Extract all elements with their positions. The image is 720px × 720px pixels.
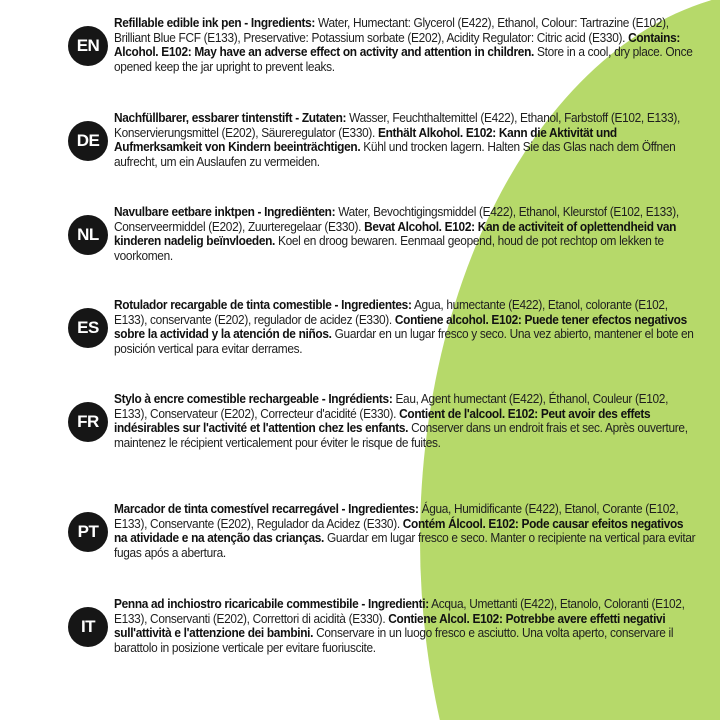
storage-es: Guardar en un lugar fresco y seco. Una vez abierto, mantener el bote en posición vertical para evitar derrames. <box>114 326 694 356</box>
storage-fr: Conserver dans un endroit frais et sec. Après ouverture, maintenez le récipient verticalement pour éviter le risque de fuites. <box>114 420 688 450</box>
language-badge-nl: NL <box>68 215 108 255</box>
ingredients-fr: Eau, Agent humectant (E422), Éthanol, Couleur (E102, E133), Conservateur (E202), Correcteur d'acidité (E330). <box>114 391 669 421</box>
product-title-nl: Navulbare eetbare inktpen - Ingrediënten: <box>114 204 336 219</box>
ingredients-pt: Água, Humidificante (E422), Etanol, Corante (E102, E133), Conservante (E202), Regulador da Acidez (E330). <box>114 501 679 531</box>
ingredients-es: Agua, humectante (E422), Etanol, colorante (E102, E133), conservante (E202), regulador de acidez (E330). <box>114 297 668 327</box>
product-title-it: Penna ad inchiostro ricaricabile commestibile - Ingredienti: <box>114 596 429 611</box>
section-pt <box>77 501 714 560</box>
ingredients-it: Acqua, Umettanti (E422), Etanolo, Coloranti (E102, E133), Conservanti (E202), Correttori di acidità (E330). <box>114 596 685 626</box>
ingredients-en: Water, Humectant: Glycerol (E422), Ethanol, Colour: Tartrazine (E102), Brilliant Blue FCF (E133), Preservative: Potassium sorbate (E202), Acidity Regulator: Citric acid (E330). <box>114 15 669 45</box>
warning-nl: Bevat Alcohol. E102: Kan de activiteit of oplettendheid van kinderen nadelig beïnvloeden. <box>114 218 677 249</box>
language-badge-pt: PT <box>68 512 108 552</box>
section-fr <box>77 391 714 450</box>
section-text-pt <box>114 502 699 560</box>
product-title-es: Rotulador recargable de tinta comestible - Ingredientes: <box>114 297 412 312</box>
section-text-nl <box>114 205 699 263</box>
language-badge-fr: FR <box>68 402 108 442</box>
section-text-it <box>114 597 699 655</box>
storage-it: Conservare in un luogo fresco e asciutto. Una volta aperto, conservare il barattolo in posizione verticale per evitare fuoriuscite. <box>114 625 674 655</box>
warning-es: Contiene alcohol. E102: Puede tener efectos negativos sobre la actividad y la atención de niños. <box>114 311 687 342</box>
section-en <box>76 15 714 74</box>
section-text-en <box>114 16 699 74</box>
warning-en: Contains: Alcohol. E102: May have an adverse effect on activity and attention in children. <box>114 29 681 60</box>
product-title-fr: Stylo à encre comestible rechargeable - Ingrédients: <box>114 391 393 406</box>
storage-nl: Koel en droog bewaren. Eenmaal geopend, houd de pot rechtop om lekken te voorkomen. <box>114 233 664 263</box>
product-title-en: Refillable edible ink pen - Ingredients: <box>114 15 316 30</box>
warning-de: Enthält Alkohol. E102: Kann die Aktivität und Aufmerksamkeit von Kindern beeinträchtigen. <box>114 124 617 155</box>
language-badge-es: ES <box>68 308 108 348</box>
storage-de: Kühl und trocken lagern. Halten Sie das Glas nach dem Öffnen aufrecht, um ein Auslaufen zu vermeiden. <box>114 139 676 169</box>
section-de <box>76 110 714 169</box>
product-title-de: Nachfüllbarer, essbarer tintenstift - Zutaten: <box>114 110 347 125</box>
warning-fr: Contient de l'alcool. E102: Peut avoir des effets indésirables sur l'activité et l'attention chez les enfants. <box>114 405 651 436</box>
language-badge-it: IT <box>68 607 108 647</box>
section-es <box>77 297 714 356</box>
warning-pt: Contém Álcool. E102: Pode causar efeitos negativos na atividade e na atenção das crianças. <box>114 515 684 546</box>
storage-pt: Guardar em lugar fresco e seco. Manter o recipiente na vertical para evitar fugas após a abertura. <box>114 530 696 560</box>
ingredients-de: Wasser, Feuchthaltemittel (E422), Ethanol, Farbstoff (E102, E133), Konservierungsmittel (E202), Säureregulator (E330). <box>114 110 680 140</box>
section-text-es <box>114 298 699 356</box>
section-nl <box>77 204 714 263</box>
section-text-de <box>114 111 699 169</box>
language-badge-de: DE <box>68 121 108 161</box>
language-badge-en: EN <box>68 26 108 66</box>
product-title-pt: Marcador de tinta comestível recarregável - Ingredientes: <box>114 501 419 516</box>
warning-it: Contiene Alcol. E102: Potrebbe avere effetti negativi sull'attività e l'attenzione dei bambini. <box>114 610 666 641</box>
section-text-fr <box>114 392 699 450</box>
section-it <box>80 596 714 655</box>
storage-en: Store in a cool, dry place. Once opened keep the jar upright to prevent leaks. <box>114 44 693 74</box>
ingredients-nl: Water, Bevochtigingsmiddel (E422), Ethanol, Kleurstof (E102, E133), Conserveermiddel (E202), Zuurteregelaar (E330). <box>114 204 679 234</box>
